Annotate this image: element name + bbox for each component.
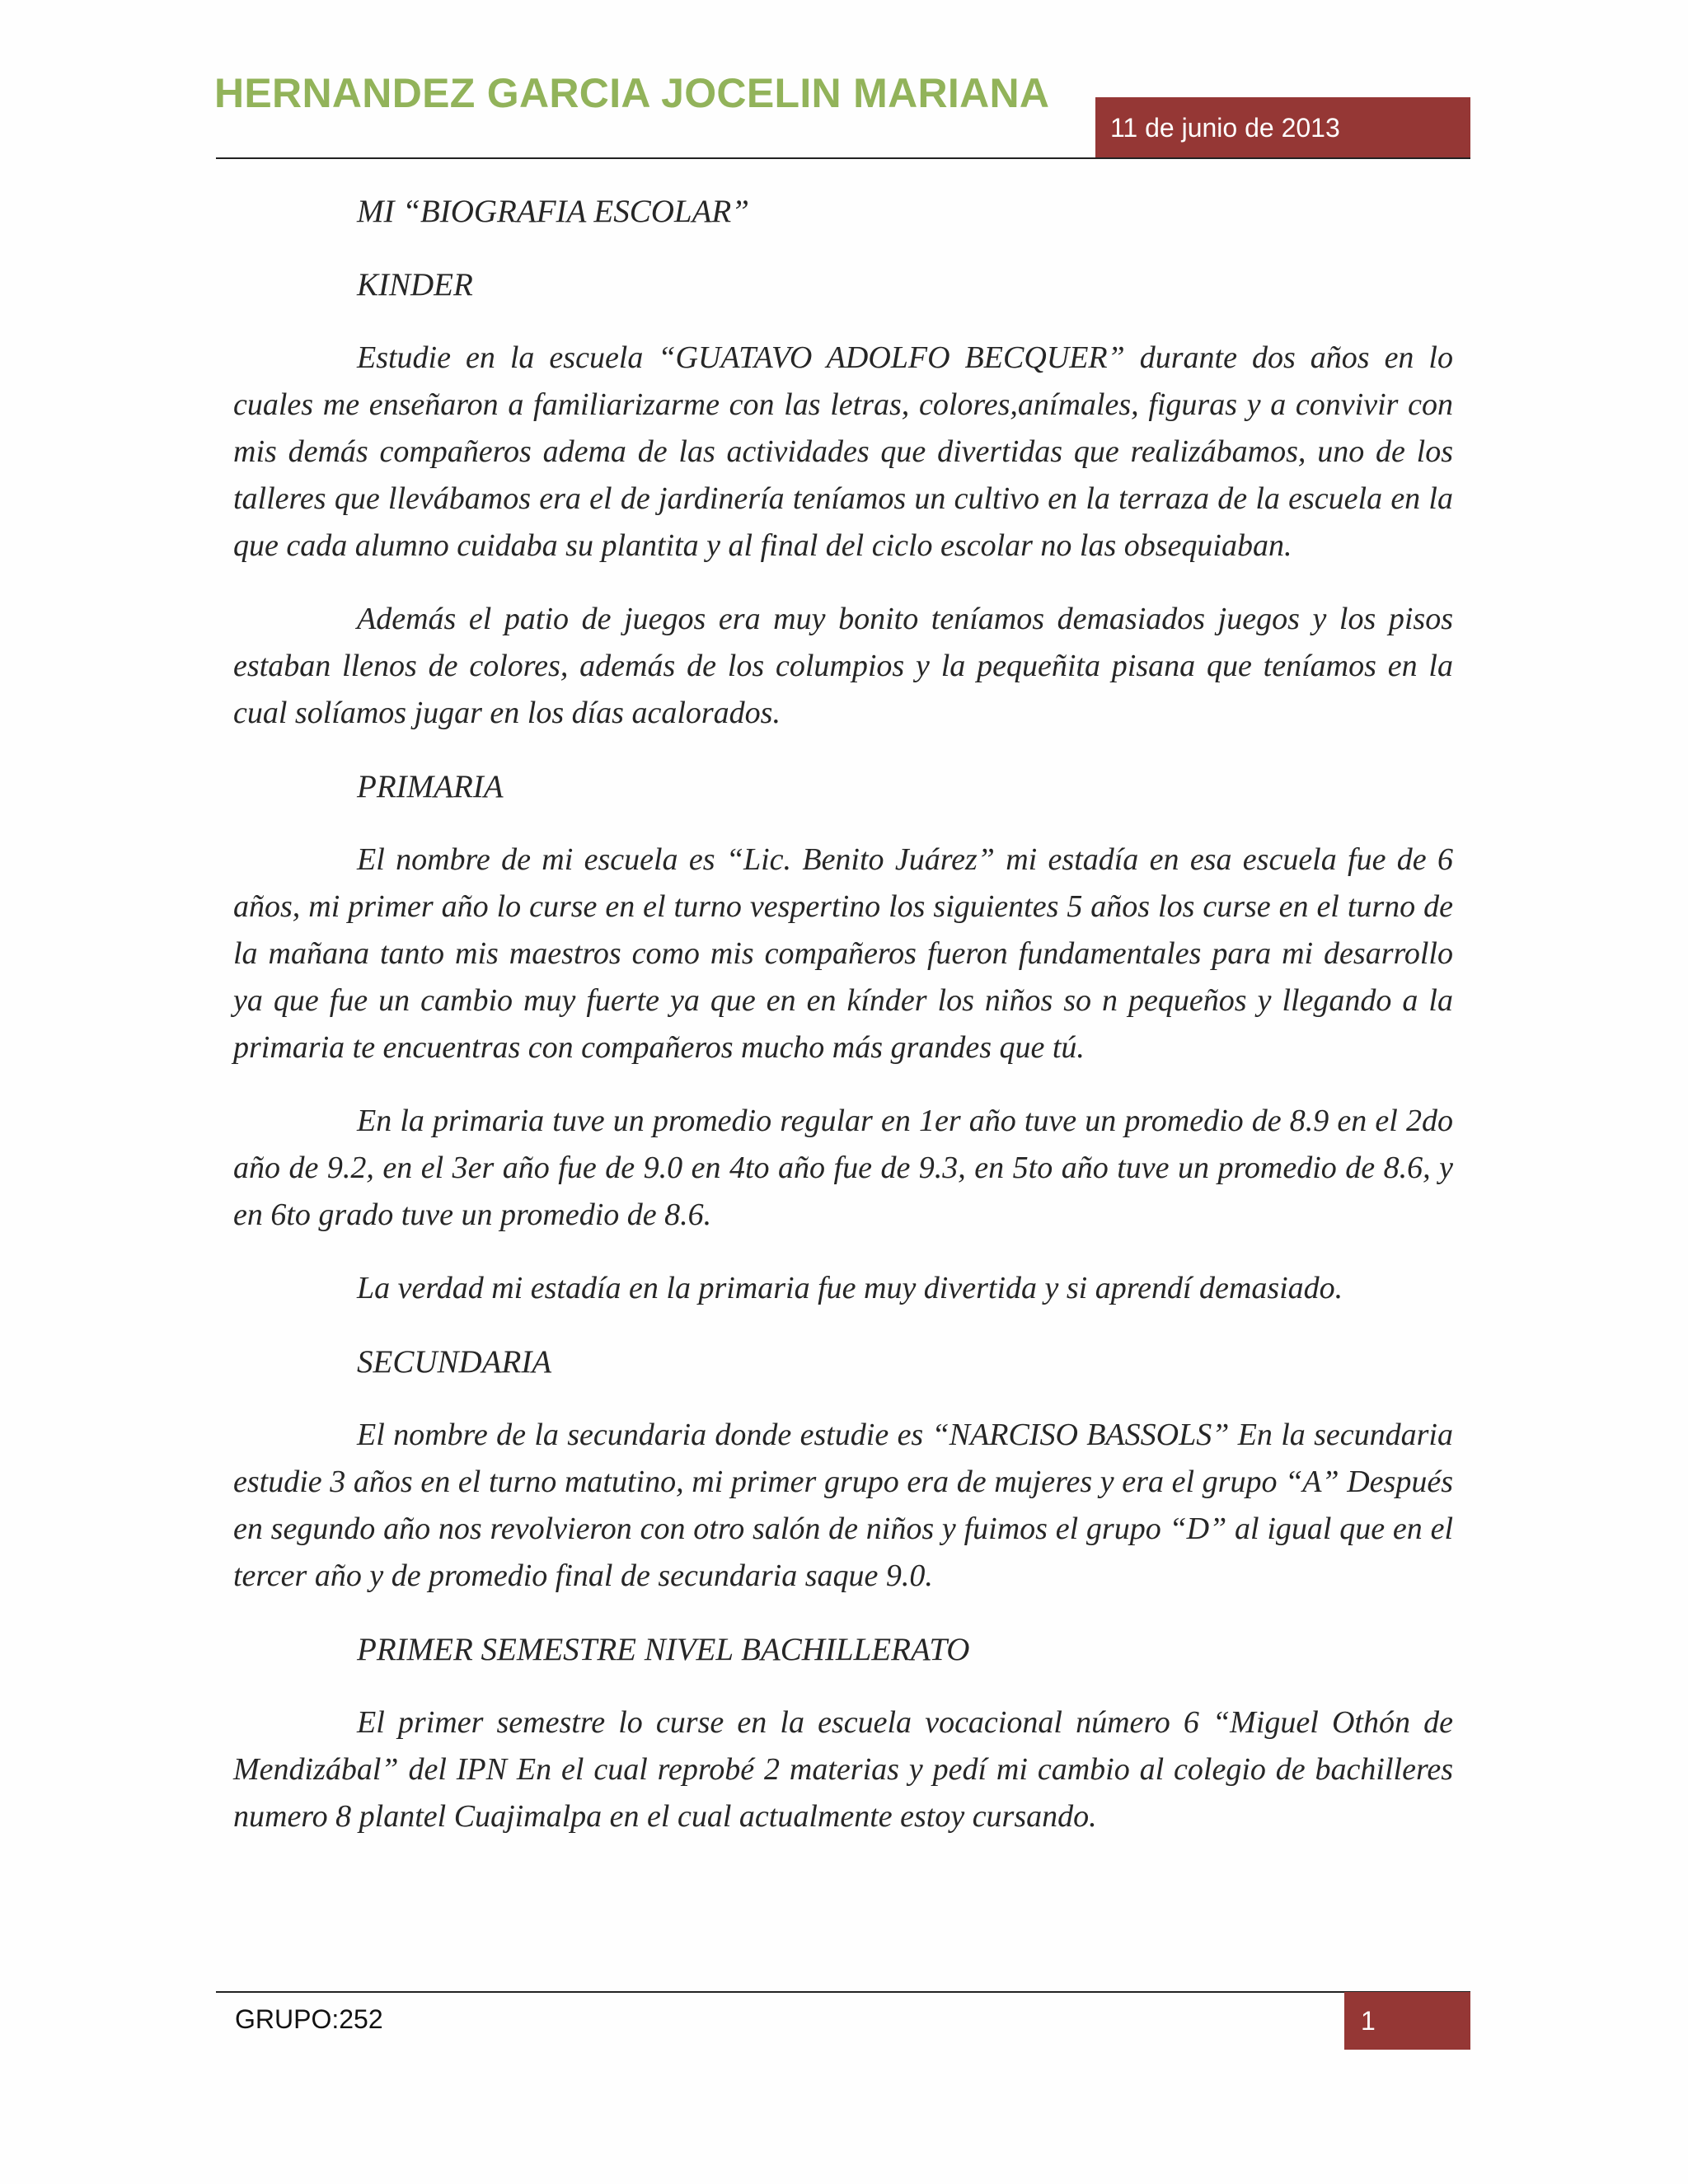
page-number-badge bbox=[1344, 1992, 1470, 2050]
page-number: 1 bbox=[1361, 2005, 1376, 2036]
document-body bbox=[233, 188, 1453, 1867]
date-text: 11 de junio de 2013 bbox=[1110, 112, 1340, 143]
paragraph: Además el patio de juegos era muy bonito teníamos demasiados juegos y los pisos estaban llenos de colores, además de los columpios y la pequeñita pisana que teníamos en la cual solíamos jugar en los días acalorados. bbox=[233, 602, 1453, 730]
author-name: HERNANDEZ GARCIA JOCELIN MARIANA bbox=[214, 70, 1050, 116]
section-heading-bachillerato: PRIMER SEMESTRE NIVEL BACHILLERATO bbox=[357, 1632, 970, 1667]
section-heading-secundaria: SECUNDARIA bbox=[357, 1344, 552, 1380]
paragraph: El nombre de mi escuela es “Lic. Benito Juárez” mi estadía en esa escuela fue de 6 años, mi primer año lo curse en el turno vespertino los siguientes 5 años los curse en el turno de la mañana tanto mis maestros como mis compañeros fueron fundamentales para mi desarrollo ya que fue un cambio muy fuerte ya que en en kínder los niños so n pequeños y llegando a la primaria te encuentras con compañeros mucho más grandes que tú. bbox=[233, 842, 1453, 1065]
paragraph: El primer semestre lo curse en la escuela vocacional número 6 “Miguel Othón de Mendizábal” del IPN En el cual reprobé 2 materias y pedí mi cambio al colegio de bachilleres numero 8 plantel Cuajimalpa en el cual actualmente estoy cursando. bbox=[233, 1705, 1453, 1834]
paragraph: En la primaria tuve un promedio regular en 1er año tuve un promedio de 8.9 en el 2do año de 9.2, en el 3er año fue de 9.0 en 4to año fue de 9.3, en 5to año tuve un promedio de 8.6, y en 6to grado tuve un promedio de 8.6. bbox=[233, 1104, 1453, 1232]
paragraph: El nombre de la secundaria donde estudie es “NARCISO BASSOLS” En la secundaria estudie 3 años en el turno matutino, mi primer grupo era de mujeres y era el grupo “A” Después en segundo año nos revolvieron con otro salón de niños y fuimos el grupo “D” al igual que en el tercer año y de promedio final de secundaria saque 9.0. bbox=[233, 1418, 1453, 1593]
document-title: MI “BIOGRAFIA ESCOLAR” bbox=[357, 194, 749, 229]
header-divider bbox=[216, 157, 1470, 159]
paragraph: Estudie en la escuela “GUATAVO ADOLFO BECQUER” durante dos años en lo cuales me enseñaron a familiarizarme con las letras, colores,anímales, figuras y a convivir con mis demás compañeros adema de las actividades que divertidas que realizábamos, uno de los talleres que llevábamos era el de jardinería teníamos un cultivo en la terraza de la escuela en la que cada alumno cuidaba su plantita y al final del ciclo escolar no las obsequiaban. bbox=[233, 340, 1453, 563]
paragraph: La verdad mi estadía en la primaria fue muy divertida y si aprendí demasiado. bbox=[357, 1271, 1343, 1305]
date-badge bbox=[1095, 97, 1470, 158]
group-label: GRUPO:252 bbox=[235, 2004, 383, 2034]
section-heading-kinder: KINDER bbox=[357, 267, 473, 302]
section-heading-primaria: PRIMARIA bbox=[357, 769, 504, 804]
footer-divider bbox=[216, 1991, 1470, 1993]
